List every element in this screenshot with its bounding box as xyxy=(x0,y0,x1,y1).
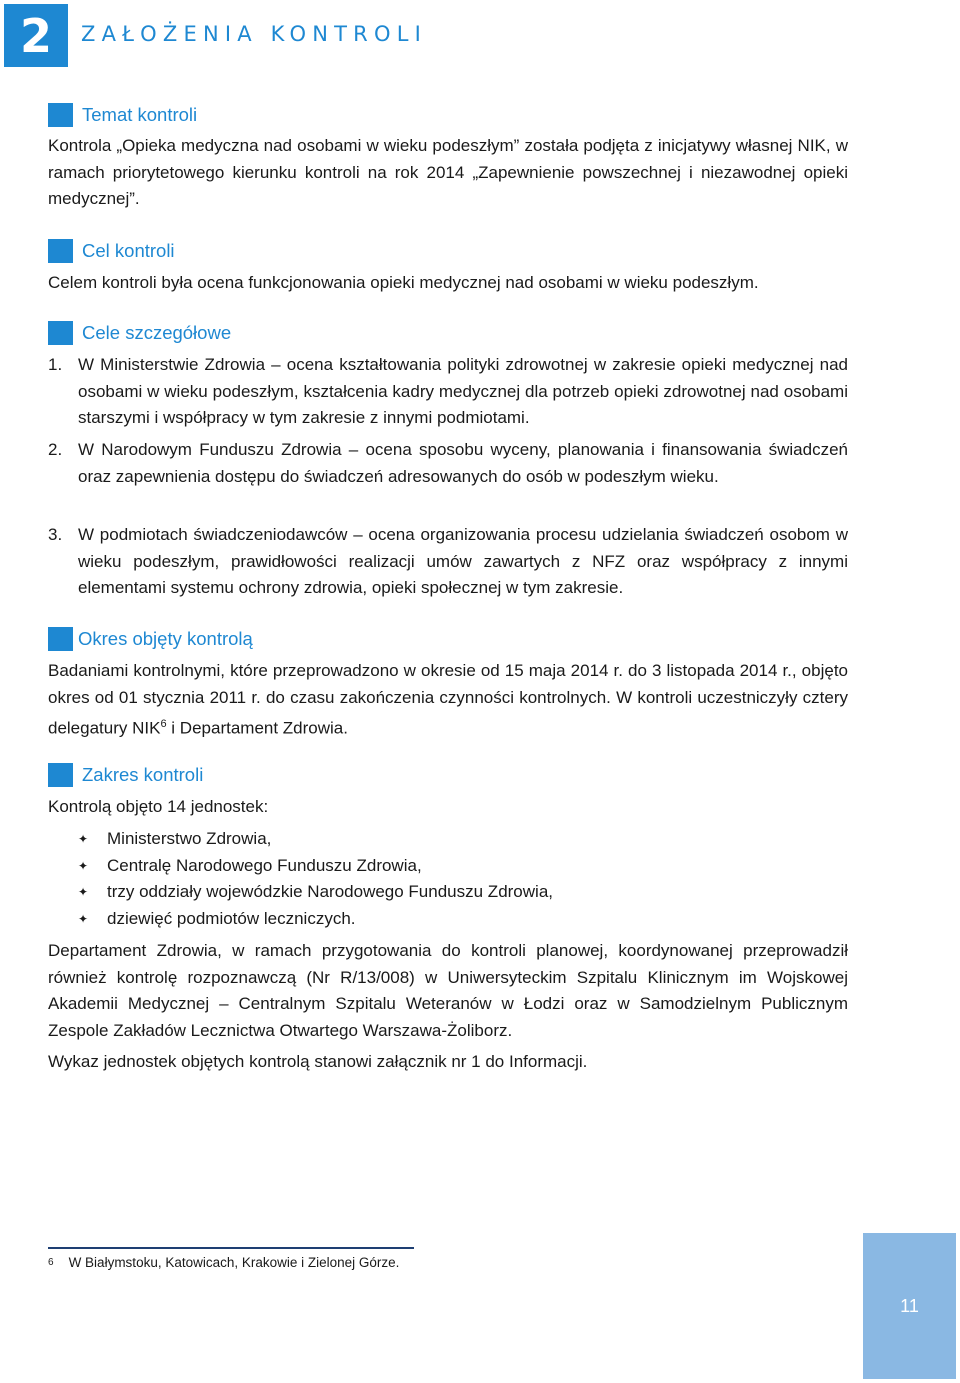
footnote-ref: 6 xyxy=(160,718,167,731)
list-item xyxy=(48,522,848,602)
bullet-icon: ✦ xyxy=(78,911,89,926)
list-item-number: 3. xyxy=(48,525,63,544)
list-item xyxy=(48,437,848,490)
section-heading-cele-szczegolowe xyxy=(48,321,231,345)
list-item-text: W Ministerstwie Zdrowia – ocena kształtowania polityki zdrowotnej w zakresie opieki medycznej nad osobami w wieku podeszłym, kształcenia kadry medycznej dla potrzeb opieki zdrowotnej nad osobami starszymi i współpracy w tym zakresie z innymi podmiotami. xyxy=(78,355,848,428)
section-heading-label: Temat kontroli xyxy=(82,104,198,125)
section-marker xyxy=(48,103,73,127)
cel-text: Celem kontroli była ocena funkcjonowania opieki medycznej nad osobami w wieku podeszłym. xyxy=(48,273,759,292)
footnote-divider xyxy=(48,1247,414,1249)
list-item-text: Ministerstwo Zdrowia, xyxy=(107,829,272,848)
zakres-intro: Kontrolą objęto 14 jednostek: xyxy=(48,797,269,816)
list-item-text: Centralę Narodowego Funduszu Zdrowia, xyxy=(107,855,422,875)
okres-text xyxy=(48,658,848,742)
list-item-number: 1. xyxy=(48,355,63,374)
list-item-text: W Narodowym Funduszu Zdrowia – ocena sposobu wyceny, planowania i finansowania świadczeń oraz zapewnienia dostępu do świadczeń adresowanych do osób w podeszłym wieku. xyxy=(78,440,848,486)
section-heading-temat xyxy=(48,103,197,127)
zakres-bullet-list xyxy=(48,826,848,932)
list-item xyxy=(48,879,848,906)
section-marker xyxy=(48,763,73,787)
chapter-title: ZAŁOŻENIA KONTROLI xyxy=(81,22,427,46)
section-heading-label: Zakres kontroli xyxy=(82,764,204,785)
bullet-icon: ✦ xyxy=(78,832,89,846)
bullet-icon: ✦ xyxy=(78,885,89,900)
okres-text-end: i Departament Zdrowia. xyxy=(166,718,348,738)
footnote xyxy=(48,1253,399,1273)
section-marker xyxy=(48,239,73,263)
section-heading-label: Okres objęty kontrolą xyxy=(78,628,253,649)
section-heading-okres xyxy=(48,627,253,651)
footnote-mark: 6 xyxy=(48,1257,54,1268)
list-item-text: W podmiotach świadczeniodawców – ocena organizowania procesu udzielania świadczeń osobom w wieku podeszłym, prawidłowości realizacji umów zawartych z NFZ oraz współpracy z innymi elementami systemu ochrony zdrowia, opieki społecznej w tym zakresie. xyxy=(78,525,848,598)
list-item xyxy=(48,906,848,933)
footnote-text: W Białymstoku, Katowicach, Krakowie i Zielonej Górze. xyxy=(68,1255,400,1270)
okres-text-main: Badaniami kontrolnymi, które przeprowadzono w okresie od 15 maja 2014 r. do 3 listopada 2014 r., objęto okres od 01 stycznia 2011 r. do czasu zakończenia czynności kontrolnych. W kontroli uczestniczyły cztery delegatury NIK xyxy=(48,661,848,738)
list-item xyxy=(48,352,848,432)
list-item xyxy=(48,826,848,853)
bullet-icon: ✦ xyxy=(78,858,89,873)
list-item-text: dziewięć podmiotów leczniczych. xyxy=(107,908,356,928)
temat-text: Kontrola „Opieka medyczna nad osobami w wieku podeszłym” została podjęta z inicjatywy własnej NIK, w ramach priorytetowego kierunku kontroli na rok 2014 „Zapewnienie powszechnej i niezawodnej opieki medycznej”. xyxy=(48,136,848,209)
section-marker xyxy=(48,321,73,345)
chapter-number: 2 xyxy=(4,4,68,67)
zakres-paragraph: Departament Zdrowia, w ramach przygotowania do kontroli planowej, koordynowanej przeprowadził również kontrolę rozpoznawczą (Nr R/13/008) w Uniwersyteckim Szpitalu Klinicznym im Wojskowej Akademii Medycznej – Centralnym Szpitalu Weteranów w Łodzi oraz w Samodzielnym Publicznym Zespole Zakładów Lecznictwa Otwartego Warszawa-Żoliborz. xyxy=(48,941,848,1040)
section-heading-zakres xyxy=(48,763,203,787)
page-number: 11 xyxy=(863,1233,956,1379)
section-heading-cel xyxy=(48,239,175,263)
list-item xyxy=(48,853,848,880)
section-heading-label: Cel kontroli xyxy=(82,240,175,261)
section-marker xyxy=(48,627,73,651)
list-item-text: trzy oddziały wojewódzkie Narodowego Funduszu Zdrowia, xyxy=(107,882,553,902)
list-item-number: 2. xyxy=(48,440,63,459)
section-heading-label: Cele szczegółowe xyxy=(82,322,232,343)
zakres-closing: Wykaz jednostek objętych kontrolą stanowi załącznik nr 1 do Informacji. xyxy=(48,1052,588,1071)
